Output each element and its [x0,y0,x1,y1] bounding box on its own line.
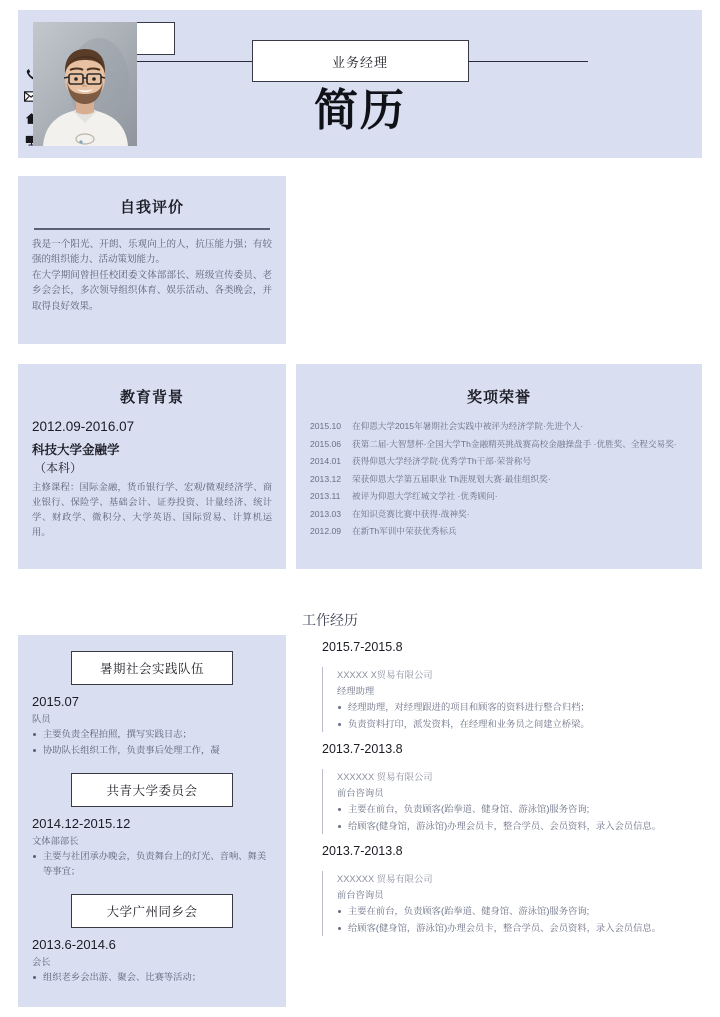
work-bullet: 主要在前台，负责顾客(跆拳道、健身馆、游泳馆)服务咨询; [337,802,706,817]
activity-bullet: 主要与社团承办晚会，负责舞台上的灯光、音响、舞美等事宜； [32,849,272,878]
activity-name-box: 暑期社会实践队伍 [71,651,233,685]
activity-role: 队员 [32,714,51,724]
award-text: 在仰恩大学2015年暑期社会实践中被评为经济学院·先进个人· [352,421,584,431]
self-evaluation-panel [18,176,286,344]
work-bullet: 经理助理，对经理跟进的项目和顾客的资料进行整合归档； [337,700,706,715]
work-experience-section [296,600,706,1017]
work-bullet: 给顾客(健身馆，游泳馆)办理会员卡，整合学员、会员资料，录入会员信息。 [337,819,706,834]
activity-bullets [32,727,272,757]
work-body [322,667,706,732]
header-rule-right [468,61,588,62]
work-experience-title: 工作经历 [302,612,358,628]
work-date: 2013.7-2013.8 [322,742,403,756]
education-panel [18,364,286,569]
work-item [296,742,706,834]
awards-list [310,419,690,539]
work-date: 2013.7-2013.8 [322,844,403,858]
work-bullets [337,700,706,732]
award-date: 2014.01 [310,456,342,466]
work-bullet: 主要在前台，负责顾客(跆拳道、健身馆、游泳馆)服务咨询; [337,904,706,919]
award-item [310,454,690,469]
work-item [296,844,706,936]
education-degree: （本科） [34,461,83,475]
education-title: 教育背景 [119,389,184,406]
self-evaluation-paragraph: 我是一个阳光、开朗、乐观向上的人，抗压能力强；有较强的组织能力、活动策划能力。 [32,238,272,265]
work-bullets [337,802,706,834]
activity-bullet: 主要负责全程拍照，撰写实践日志； [32,727,272,742]
activity-bullet: 组织老乡会出游、聚会、比赛等活动； [32,970,272,985]
work-bullets [337,904,706,936]
activity-bullets [32,970,272,985]
work-date: 2015.7-2015.8 [322,640,403,654]
self-evaluation-body [32,237,272,315]
activity-date: 2015.07 [32,694,79,709]
self-evaluation-title: 自我评价 [119,199,184,216]
awards-panel [296,364,702,569]
activities-panel [18,635,286,1007]
award-item [310,472,690,487]
work-company: XXXXX X贸易有限公司 [337,670,433,680]
activity-name-box: 共青大学委员会 [71,773,233,807]
education-major: 科技大学金融学 [32,443,120,457]
award-text: 在知识竞赛比赛中获得·战神奖· [352,508,470,519]
activity-item [18,773,286,878]
work-body [322,871,706,936]
activity-date: 2014.12-2015.12 [32,816,131,831]
activity-date: 2013.6-2014.6 [32,937,116,952]
activity-bullets [32,849,272,878]
award-date: 2013.03 [310,508,342,519]
activity-role: 会长 [32,957,51,967]
award-text: 荣获仰恩大学第五届职业 Th涯规划大赛·最佳组织奖· [352,473,551,484]
work-role: 经理助理 [337,686,375,696]
avatar [33,22,137,146]
award-date: 2013.11 [310,491,341,501]
education-date: 2012.09-2016.07 [32,419,135,434]
activity-item [18,651,286,757]
self-evaluation-paragraph: 在大学期间曾担任校团委文体部部长、班级宣传委员、老乡会会长，多次领导组织体育、娱乐活动、各类晚会，并取得良好效果。 [32,269,272,312]
work-company: XXXXXX 贸易有限公司 [337,874,433,884]
award-item [310,524,690,539]
award-text: 被评为仰恩大学红城文学社 ·优秀顾问· [352,491,498,501]
activity-item [18,894,286,985]
award-date: 2012.09 [310,526,342,536]
job-title-box: 业务经理 [252,40,469,82]
award-text: 在新Th军训中荣获优秀标兵 [352,526,457,536]
header-rule-left [133,61,253,62]
award-date: 2015.06 [310,438,342,449]
award-item [310,419,690,434]
work-bullet: 给顾客(健身馆，游泳馆)办理会员卡，整合学员、会员资料，录入会员信息。 [337,921,706,936]
work-item [296,640,706,732]
activity-role: 文体部部长 [32,836,79,846]
work-bullet: 负责资料打印，派发资料，在经理和业务员之间建立桥梁。 [337,717,706,732]
award-text: 获第二届·大智慧杯·全国大学Th金融精英挑战赛高校金融操盘手 ·优胜奖、全程交易奖· [352,438,677,449]
self-evaluation-divider [34,228,270,230]
work-body [322,769,706,834]
award-item [310,437,690,452]
awards-title: 奖项荣誉 [466,389,531,406]
award-text: 获得仰恩大学经济学院·优秀学Th干部·荣誉称号 [352,456,532,466]
award-item [310,489,690,504]
education-courses: 主修课程：国际金融，货币银行学、宏观/微观经济学、商业银行、保险学、基础会计、证券投资、计量经济、统计学、财政学、微积分、大学英语、国际贸易、计算机运用。 [32,482,272,537]
work-role: 前台咨询员 [337,890,384,900]
work-company: XXXXXX 贸易有限公司 [337,772,433,782]
activity-name-box: 大学广州同乡会 [71,894,233,928]
award-date: 2015.10 [310,421,342,431]
award-date: 2013.12 [310,473,342,484]
activity-bullet: 协助队长组织工作，负责事后处理工作，凝 [32,743,272,758]
work-role: 前台咨询员 [337,788,384,798]
page-title: 简历 [314,86,406,135]
award-item [310,507,690,522]
